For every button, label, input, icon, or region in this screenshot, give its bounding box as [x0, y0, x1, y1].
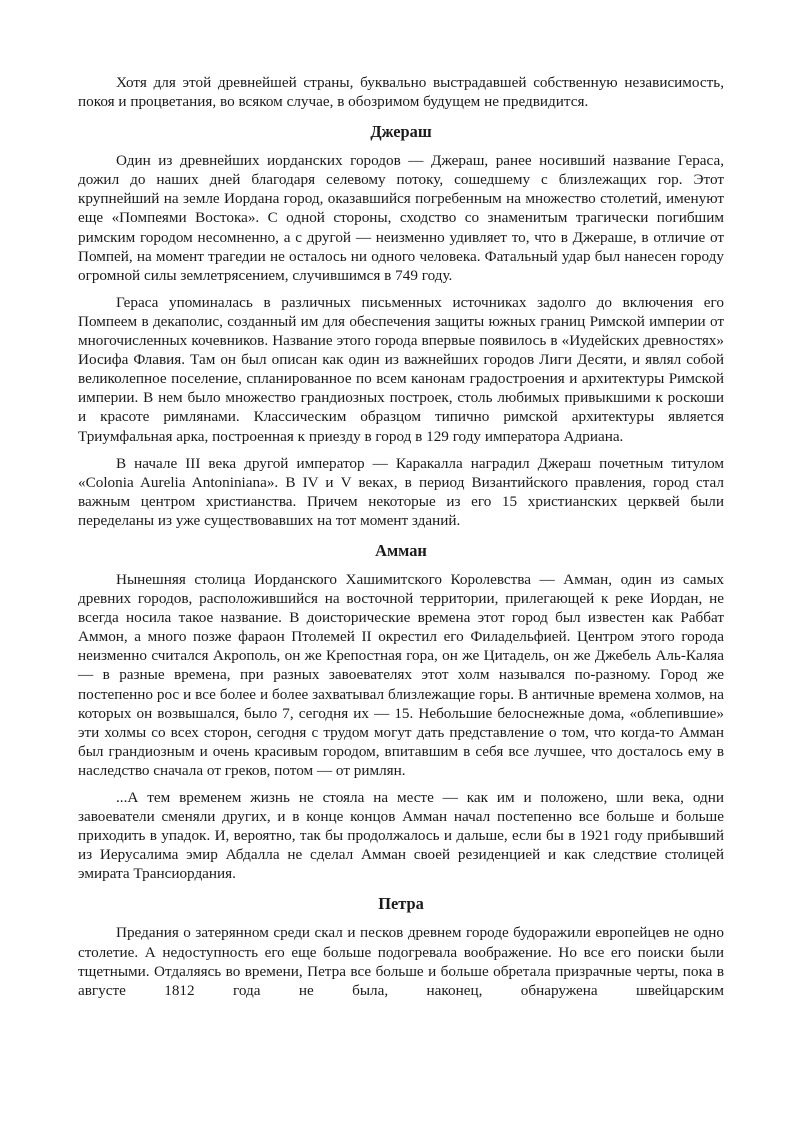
section-amman — [78, 541, 724, 884]
section-paragraph: ...А тем временем жизнь не стояла на месте — как им и положено, шли века, одни завоеватели сменяли других, и в конце концов Амман начал постепенно все больше и больше приходить в упадок. И, вероятно, так бы продолжалось и дальше, если бы в 1921 году прибывший из Иерусалима эмир Абдалла не сделал Амман своей резиденцией и как следствие столицей эмирата Трансиордания. — [78, 789, 724, 883]
intro-paragraph: Хотя для этой древнейшей страны, буквально выстрадавшей собственную независимость, покоя и процветания, во всяком случае, в обозримом будущем не предвидится. — [78, 74, 724, 111]
section-petra — [78, 894, 724, 999]
section-paragraph: Нынешняя столица Иорданского Хашимитского Королевства — Амман, один из самых древних городов, расположившийся на восточной территории, прилегающей к реке Иордан, не всегда носила такое название. В доисторические времена этот город был известен как Раббат Аммон, а много позже фараон Птолемей II окрестил его Филадельфией. Центром этого города неизменно считался Акрополь, он же Крепостная гора, он же Цитадель, он же Джебель Аль-Каляа — в разные времена, при разных завоевателях этот холм назывался по-разному. Город же постепенно рос и все более и более захватывал близлежащие горы. В античные времена холмов, на которых он возвышался, было 7, сегодня их — 15. Небольшие белоснежные дома, «облепившие» эти холмы со всех сторон, сегодня с трудом могут дать представление о том, что когда-то Амман был грандиозным и очень красивым городом, впитавшим в себя все лучшее, что досталось ему в наследство сначала от греков, потом — от римлян. — [78, 570, 724, 779]
section-heading-petra: Петра — [378, 894, 424, 914]
section-heading-jerash: Джераш — [370, 122, 432, 142]
section-paragraph: В начале III века другой император — Каракалла наградил Джераш почетным титулом «Colonia Aurelia Antoniniana». В IV и V веках, в период Византийского правления, город стал важным центром христианства. Причем некоторые из его 15 христианских церквей были переделаны из уже существовавших на тот момент зданий. — [78, 454, 724, 529]
section-paragraph: Один из древнейших иорданских городов — Джераш, ранее носивший название Гераса, дожил до наших дней благодаря селевому потоку, сошедшему с близлежащих гор. Этот крупнейший на земле Иордана город, оказавшийся погребенным на множество столетий, именуют еще «Помпеями Востока». С одной стороны, сходство со знаменитым трагически погибшим римским городом несомненно, а с другой — неизменно удивляет то, что в Джераше, в отличие от Помпей, на момент трагедии не осталось ни одного человека. Фатальный удар был нанесен городу огромной силы землетрясением, случившимся в 749 году. — [78, 152, 724, 284]
section-heading-amman: Амман — [375, 540, 427, 560]
section-jerash — [78, 122, 724, 530]
section-paragraph: Предания о затерянном среди скал и песков древнем городе будоражили европейцев не одно столетие. А недоступность его еще больше подогревала воображение. Но все его поиски были тщетными. Отдаляясь во времени, Петра все больше и больше обретала призрачные черты, пока в августе 1812 года не была, наконец, обнаружена швейцарским — [78, 924, 724, 999]
section-paragraph: Гераса упоминалась в различных письменных источниках задолго до включения его Помпеем в декаполис, созданный им для обеспечения защиты южных границ Римской империи от многочисленных кочевников. Название этого города впервые появилось в «Иудейских древностях» Иосифа Флавия. Там он был описан как один из важнейших городов Лиги Десяти, и являл собой великолепное поселение, спланированное по всем канонам градостроения и архитектуры Римской империи. В нем было множество грандиозных построек, столь любимых привыкшими к роскоши и красоте римлянами. Классическим образцом типично римской архитектуры является Триумфальная арка, построенная к приезду в город в 129 году императора Адриана. — [78, 293, 724, 445]
